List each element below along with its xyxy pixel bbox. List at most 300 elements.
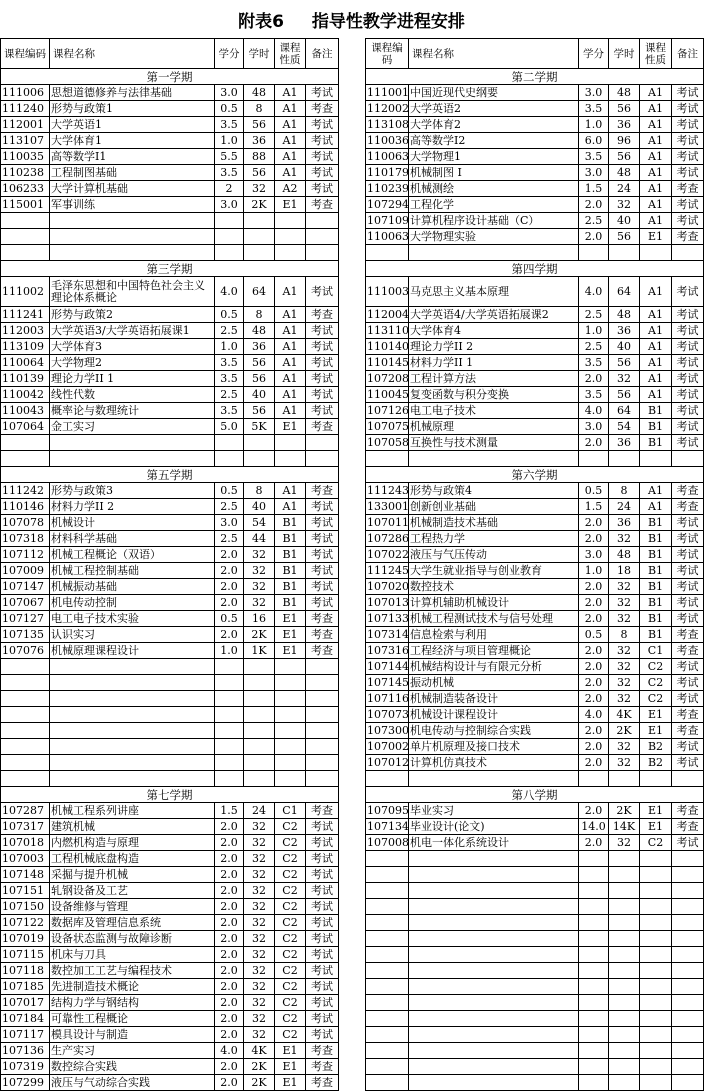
course-nature: A1 (640, 149, 672, 165)
table-row (1, 707, 704, 723)
empty-cell (306, 755, 339, 771)
course-name: 思想道德修养与法律基础 (50, 85, 215, 101)
course-code: 113108 (367, 117, 409, 131)
course-code: 110042 (1, 387, 50, 403)
empty-cell (215, 213, 244, 229)
course-code: 107148 (1, 867, 50, 883)
course-remark: 考试 (306, 133, 339, 149)
course-remark: 考试 (672, 691, 704, 707)
semester-title: 第二学期 (366, 69, 704, 85)
empty-cell (672, 451, 704, 467)
table-row (1, 659, 704, 675)
column-divider (339, 467, 366, 483)
course-remark: 考试 (306, 819, 339, 835)
empty-cell (409, 947, 579, 963)
course-credit: 1.0 (579, 563, 609, 579)
course-credit: 2.0 (579, 643, 609, 659)
course-code: 107208 (367, 371, 409, 385)
empty-cell (306, 691, 339, 707)
course-nature: E1 (275, 197, 306, 213)
table-row (1, 403, 704, 419)
course-name: 机械原理 (409, 419, 579, 435)
column-divider (339, 229, 366, 245)
empty-cell (609, 915, 640, 931)
course-nature: A2 (275, 181, 306, 197)
course-credit: 2.0 (579, 675, 609, 691)
course-nature: A1 (275, 483, 306, 499)
course-nature: C2 (275, 883, 306, 899)
table-row (1, 835, 704, 851)
course-nature: A1 (640, 133, 672, 149)
column-divider (339, 947, 366, 963)
empty-cell (579, 1043, 609, 1059)
empty-cell (409, 245, 579, 261)
table-row (1, 419, 704, 435)
empty-cell (609, 947, 640, 963)
table-row (1, 867, 704, 883)
course-nature: A1 (640, 101, 672, 117)
course-remark: 考试 (672, 563, 704, 579)
empty-cell (275, 229, 306, 245)
course-hours: 36 (609, 515, 640, 531)
course-credit: 2.0 (215, 1027, 244, 1043)
course-code: 107078 (1, 515, 50, 531)
empty-cell (609, 1075, 640, 1091)
course-name: 液压与气压传动 (409, 547, 579, 563)
course-name: 机械制图 I (409, 165, 579, 181)
column-divider (339, 707, 366, 723)
empty-cell (1, 213, 50, 229)
course-nature: E1 (275, 611, 306, 627)
column-divider (339, 307, 366, 323)
course-remark: 考试 (306, 947, 339, 963)
course-hours: 32 (244, 883, 275, 899)
course-name: 大学体育1 (50, 133, 215, 149)
table-row (1, 181, 704, 197)
empty-cell (366, 995, 409, 1011)
column-divider (339, 867, 366, 883)
empty-cell (306, 435, 339, 451)
course-nature: A1 (275, 117, 306, 133)
course-code: 110239 (367, 181, 409, 195)
course-code: 107019 (1, 931, 50, 947)
course-remark: 考试 (306, 531, 339, 547)
empty-cell (409, 883, 579, 899)
course-nature: A1 (275, 101, 306, 117)
course-hours: 54 (244, 515, 275, 531)
empty-cell (306, 659, 339, 675)
empty-cell (366, 771, 409, 787)
course-credit: 2.0 (579, 659, 609, 675)
course-code: 107003 (1, 851, 50, 867)
course-name: 理论力学II 2 (409, 339, 579, 355)
course-code: 107011 (367, 515, 409, 529)
empty-cell (215, 229, 244, 245)
course-hours: 48 (244, 323, 275, 339)
column-divider (339, 483, 366, 499)
course-hours: 44 (244, 531, 275, 547)
course-hours: 32 (609, 643, 640, 659)
course-nature: B1 (640, 531, 672, 547)
course-remark: 考试 (672, 611, 704, 627)
course-hours: 16 (244, 611, 275, 627)
course-name: 先进制造技术概论 (50, 979, 215, 995)
column-divider (339, 755, 366, 771)
course-name: 毕业实习 (409, 803, 579, 819)
course-code: 112004 (367, 307, 409, 321)
course-hours: 40 (609, 213, 640, 229)
course-remark: 考试 (306, 515, 339, 531)
course-hours: 8 (609, 483, 640, 499)
column-divider (339, 69, 366, 85)
header-hours: 学时 (244, 39, 275, 69)
course-remark: 考试 (306, 117, 339, 133)
column-divider (339, 149, 366, 165)
course-nature: C2 (275, 963, 306, 979)
column-divider (339, 245, 366, 261)
course-remark: 考试 (672, 213, 704, 229)
empty-cell (244, 755, 275, 771)
course-code: 110145 (367, 355, 409, 369)
course-nature: B1 (275, 515, 306, 531)
course-code: 107009 (1, 563, 50, 579)
empty-cell (215, 739, 244, 755)
column-divider (339, 963, 366, 979)
header-code: 课程编码 (1, 39, 50, 69)
header-name: 课程名称 (50, 39, 215, 69)
course-nature: A1 (275, 355, 306, 371)
empty-cell (366, 899, 409, 915)
course-hours: 32 (244, 835, 275, 851)
course-hours: 36 (244, 339, 275, 355)
course-nature: C2 (275, 899, 306, 915)
course-credit: 2.0 (579, 691, 609, 707)
column-divider (339, 197, 366, 213)
table-row (1, 277, 704, 307)
column-divider (339, 403, 366, 419)
semester-title: 第五学期 (1, 467, 339, 483)
empty-cell (50, 229, 215, 245)
empty-cell (215, 245, 244, 261)
course-hours: 32 (609, 595, 640, 611)
column-divider (339, 419, 366, 435)
empty-cell (579, 451, 609, 467)
course-nature: C2 (275, 835, 306, 851)
course-remark: 考查 (672, 483, 704, 499)
course-name: 机械工程控制基础 (50, 563, 215, 579)
course-hours: 64 (609, 403, 640, 419)
table-row (1, 931, 704, 947)
course-hours: 32 (609, 659, 640, 675)
course-credit: 3.0 (579, 547, 609, 563)
course-nature: A1 (640, 165, 672, 181)
course-nature: A1 (275, 403, 306, 419)
course-remark: 考试 (306, 355, 339, 371)
empty-cell (275, 213, 306, 229)
empty-cell (609, 1043, 640, 1059)
table-row (1, 1011, 704, 1027)
course-nature: A1 (640, 499, 672, 515)
course-code: 106233 (1, 181, 50, 197)
course-hours: 88 (244, 149, 275, 165)
course-remark: 考试 (672, 419, 704, 435)
empty-cell (609, 451, 640, 467)
column-divider (339, 675, 366, 691)
course-name: 机电传动与控制综合实践 (409, 723, 579, 739)
course-code: 107144 (367, 659, 409, 673)
empty-cell (672, 915, 704, 931)
course-code: 107112 (1, 547, 50, 563)
course-remark: 考试 (306, 547, 339, 563)
course-hours: 48 (244, 85, 275, 101)
semester-title: 第八学期 (366, 787, 704, 803)
course-credit: 1.5 (579, 499, 609, 515)
course-name: 中国近现代史纲要 (409, 85, 579, 101)
table-row (1, 515, 704, 531)
course-remark: 考试 (672, 85, 704, 101)
table-row (1, 435, 704, 451)
course-credit: 2.0 (215, 579, 244, 595)
course-remark: 考查 (306, 611, 339, 627)
empty-cell (640, 963, 672, 979)
empty-cell (672, 899, 704, 915)
course-remark: 考试 (672, 595, 704, 611)
course-credit: 3.5 (215, 117, 244, 133)
course-code: 110139 (1, 371, 50, 387)
empty-cell (409, 1011, 579, 1027)
column-divider (339, 85, 366, 101)
empty-cell (609, 771, 640, 787)
empty-cell (366, 1027, 409, 1043)
empty-cell (50, 723, 215, 739)
course-code: 107076 (1, 643, 50, 659)
course-nature: A1 (275, 133, 306, 149)
course-hours: 32 (244, 899, 275, 915)
course-credit: 1.5 (579, 181, 609, 197)
course-nature: C2 (275, 995, 306, 1011)
empty-cell (306, 739, 339, 755)
course-credit: 3.0 (215, 85, 244, 101)
course-name: 概率论与数理统计 (50, 403, 215, 419)
course-name: 材料力学II 2 (50, 499, 215, 515)
column-divider (339, 995, 366, 1011)
course-remark: 考试 (306, 851, 339, 867)
course-remark: 考试 (306, 915, 339, 931)
empty-cell (579, 771, 609, 787)
course-remark: 考查 (306, 627, 339, 643)
empty-cell (366, 245, 409, 261)
course-code: 107133 (367, 611, 409, 625)
empty-cell (275, 659, 306, 675)
course-credit: 4.0 (579, 277, 609, 307)
course-remark: 考查 (306, 1043, 339, 1059)
course-hours: 32 (244, 851, 275, 867)
course-hours: 48 (609, 85, 640, 101)
column-divider (339, 371, 366, 387)
empty-cell (366, 851, 409, 867)
empty-cell (672, 947, 704, 963)
empty-cell (609, 867, 640, 883)
course-name: 大学计算机基础 (50, 181, 215, 197)
course-credit: 2.5 (215, 531, 244, 547)
course-hours: 8 (244, 483, 275, 499)
course-nature: C2 (275, 931, 306, 947)
empty-cell (640, 947, 672, 963)
course-name: 形势与政策3 (50, 483, 215, 499)
course-remark: 考试 (306, 963, 339, 979)
course-remark: 考试 (672, 307, 704, 323)
column-divider (339, 339, 366, 355)
empty-cell (409, 931, 579, 947)
empty-cell (609, 899, 640, 915)
course-hours: 32 (244, 931, 275, 947)
course-hours: 32 (609, 531, 640, 547)
header-credit: 学分 (215, 39, 244, 69)
empty-cell (672, 963, 704, 979)
column-divider (339, 531, 366, 547)
course-remark: 考试 (306, 1027, 339, 1043)
course-code: 111006 (1, 85, 50, 101)
empty-cell (409, 1027, 579, 1043)
course-credit: 0.5 (579, 483, 609, 499)
course-nature: A1 (640, 181, 672, 197)
course-name: 结构力学与钢结构 (50, 995, 215, 1011)
course-name: 建筑机械 (50, 819, 215, 835)
course-code: 111001 (367, 85, 409, 99)
course-remark: 考试 (672, 387, 704, 403)
course-code: 107012 (367, 755, 409, 769)
course-credit: 2.0 (579, 371, 609, 387)
empty-cell (609, 979, 640, 995)
course-name: 信息检索与利用 (409, 627, 579, 643)
course-code: 110238 (1, 165, 50, 181)
column-divider (339, 117, 366, 133)
empty-cell (672, 995, 704, 1011)
course-code: 107316 (367, 643, 409, 657)
course-credit: 2.5 (579, 213, 609, 229)
course-credit: 2.0 (215, 899, 244, 915)
course-credit: 0.5 (215, 611, 244, 627)
column-divider (339, 723, 366, 739)
course-nature: B1 (275, 547, 306, 563)
table-row (1, 979, 704, 995)
column-divider (339, 435, 366, 451)
course-nature: C1 (275, 803, 306, 819)
course-credit: 2.0 (579, 611, 609, 627)
course-hours: 56 (609, 387, 640, 403)
empty-cell (244, 435, 275, 451)
course-hours: 36 (609, 117, 640, 133)
course-hours: 1K (244, 643, 275, 659)
course-name: 机械工程测试技术与信号处理 (409, 611, 579, 627)
course-hours: 8 (244, 307, 275, 323)
header-nature: 课程性质 (640, 39, 672, 69)
course-name: 可靠性工程概论 (50, 1011, 215, 1027)
table-title: 指导性教学进程安排 (311, 11, 465, 32)
course-credit: 2.0 (215, 819, 244, 835)
course-hours: 14K (609, 819, 640, 835)
course-remark: 考试 (306, 165, 339, 181)
course-remark: 考试 (672, 197, 704, 213)
course-name: 计算机辅助机械设计 (409, 595, 579, 611)
course-hours: 32 (244, 579, 275, 595)
course-remark: 考试 (672, 531, 704, 547)
course-name: 数据库及管理信息系统 (50, 915, 215, 931)
course-code: 112002 (367, 101, 409, 115)
course-hours: 2K (609, 723, 640, 739)
column-divider (339, 579, 366, 595)
table-row (1, 547, 704, 563)
empty-cell (244, 707, 275, 723)
course-hours: 56 (609, 101, 640, 117)
empty-cell (409, 851, 579, 867)
course-name: 毛泽东思想和中国特色社会主义理论体系概论 (50, 277, 215, 307)
course-nature: C2 (275, 947, 306, 963)
course-nature: E1 (640, 819, 672, 835)
course-credit: 1.0 (215, 339, 244, 355)
course-credit: 14.0 (579, 819, 609, 835)
course-credit: 1.5 (215, 803, 244, 819)
course-hours: 32 (244, 979, 275, 995)
empty-cell (50, 771, 215, 787)
course-nature: A1 (275, 149, 306, 165)
course-code: 107147 (1, 579, 50, 595)
empty-cell (672, 1075, 704, 1091)
empty-cell (640, 979, 672, 995)
course-name: 机床与刀具 (50, 947, 215, 963)
empty-cell (609, 245, 640, 261)
semester-title: 第七学期 (1, 787, 339, 803)
course-hours: 8 (609, 627, 640, 643)
course-code: 107002 (367, 739, 409, 753)
empty-cell (244, 771, 275, 787)
empty-cell (215, 435, 244, 451)
column-divider (339, 611, 366, 627)
course-credit: 3.5 (579, 387, 609, 403)
course-code: 107134 (367, 819, 409, 833)
course-credit: 2.0 (579, 595, 609, 611)
course-credit: 2.5 (215, 323, 244, 339)
semester-row (1, 261, 704, 277)
course-name: 电工电子技术实验 (50, 611, 215, 627)
course-nature: C2 (640, 675, 672, 691)
course-code: 133001 (367, 499, 409, 513)
empty-cell (366, 947, 409, 963)
empty-cell (409, 1075, 579, 1091)
course-hours: 32 (244, 947, 275, 963)
course-credit: 4.0 (215, 1043, 244, 1059)
course-nature: C2 (275, 819, 306, 835)
course-credit: 5.0 (215, 419, 244, 435)
table-row (1, 371, 704, 387)
course-hours: 32 (609, 197, 640, 213)
course-credit: 2.0 (215, 947, 244, 963)
course-remark: 考试 (672, 101, 704, 117)
course-code: 107184 (1, 1011, 50, 1027)
course-credit: 2.0 (215, 595, 244, 611)
course-credit: 2.0 (215, 1059, 244, 1075)
course-code: 111242 (1, 483, 50, 499)
course-nature: B1 (640, 403, 672, 419)
course-hours: 56 (609, 149, 640, 165)
empty-cell (215, 675, 244, 691)
empty-cell (640, 1027, 672, 1043)
column-divider (339, 659, 366, 675)
course-name: 机械工程系列讲座 (50, 803, 215, 819)
course-remark: 考查 (306, 1075, 339, 1091)
empty-cell (579, 979, 609, 995)
column-divider (339, 851, 366, 867)
